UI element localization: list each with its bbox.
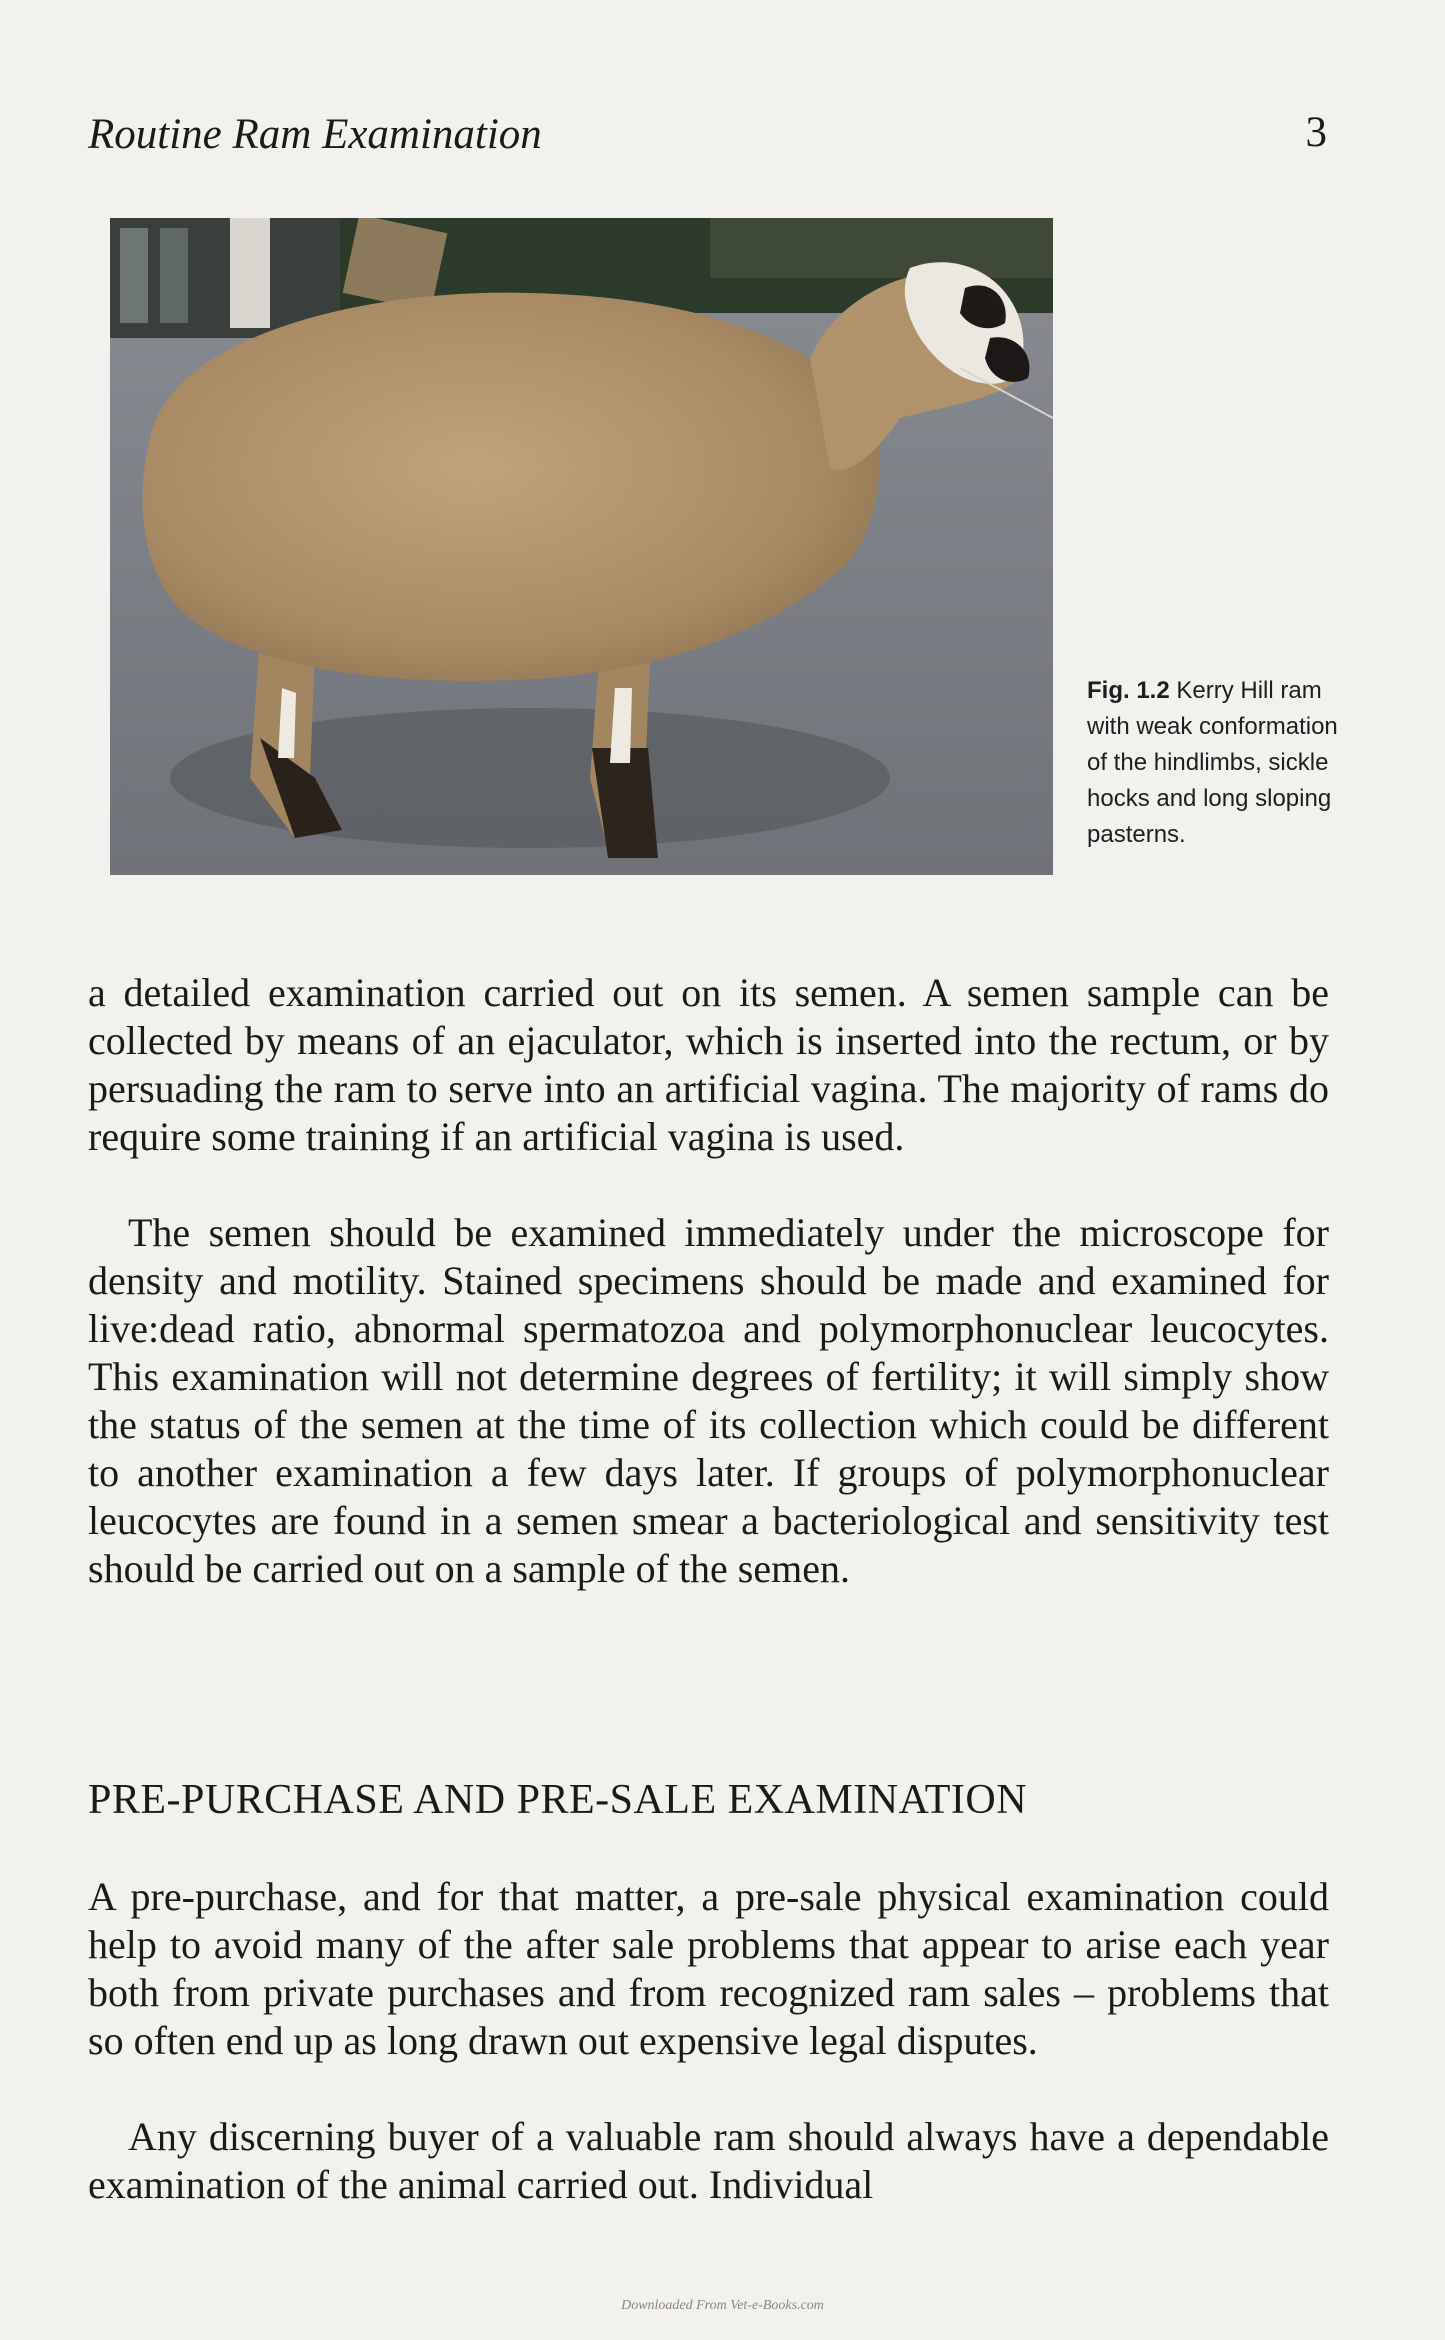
running-head: Routine Ram Examination [88, 111, 542, 158]
paragraph-pre-purchase: A pre-purchase, and for that matter, a pre-sale physical examination could help to avoid many of the after sale problems that appear to arise each year both from private purchases and from recognized ram sales – problems that so often end up as long drawn out expensive legal disputes. [88, 1874, 1329, 2063]
paragraph-semen-collection: a detailed examination carried out on its semen. A semen sample can be collected by means of an ejaculator, which is inserted into the rectum, or by persuading the ram to serve into an artificial vagina. The majority of rams do require some training if an artificial vagina is used. [88, 970, 1329, 1159]
download-watermark: Downloaded From Vet-e-Books.com [621, 2298, 824, 2313]
figure-caption [1087, 673, 1347, 853]
ram-photograph [110, 218, 1053, 875]
page-number: 3 [1305, 109, 1327, 156]
paragraph-semen-examination: The semen should be examined immediately under the microscope for density and motility. Stained specimens should be made and examined for live:dead ratio, abnormal spermatozoa and polymorphonuclear leucocytes. This examination will not determine degrees of fertility; it will simply show the status of the semen at the time of its collection which could be different to another examination a few days later. If groups of polymorphonuclear leucocytes are found in a semen smear a bacteriological and sensitivity test should be carried out on a sample of the semen. [88, 1210, 1329, 1591]
figure-label: Fig. 1.2 [1087, 677, 1170, 704]
figure-caption-text: Kerry Hill ram with weak conformation of the hindlimbs, sickle hocks and long sloping pasterns. [1087, 677, 1338, 848]
paragraph-discerning-buyer: Any discerning buyer of a valuable ram should always have a dependable examination of the animal carried out. Individual [88, 2114, 1329, 2207]
section-heading: PRE-PURCHASE AND PRE-SALE EXAMINATION [88, 1777, 1028, 1823]
